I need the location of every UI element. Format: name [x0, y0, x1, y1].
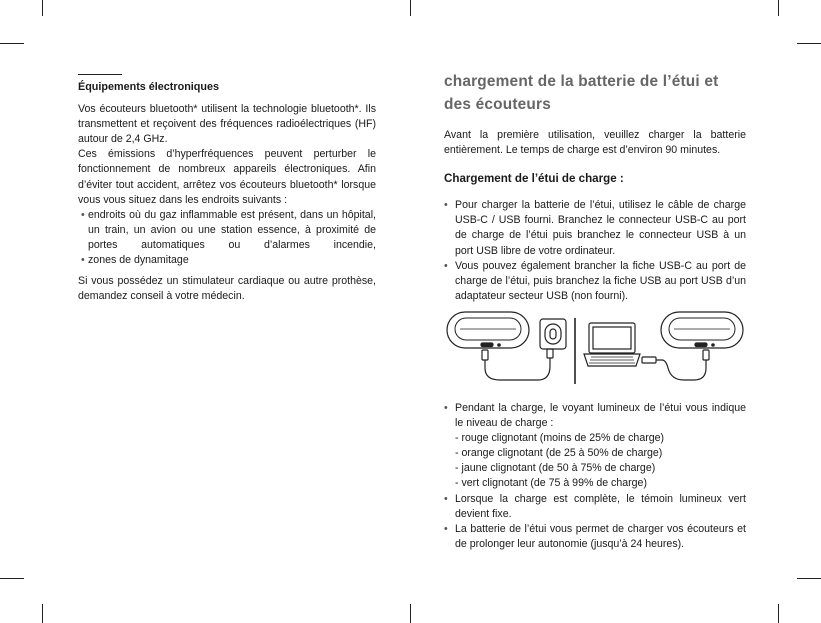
list-item — [444, 259, 746, 304]
list-item — [444, 522, 746, 552]
list-item-text: Lorsque la charge est complète, le témoin lumineux vert devient fixe. — [455, 492, 746, 520]
list-item-text: Pour charger la batterie de l’étui, utilisez le câble de charge USB-C / USB fourni. Branchez le connecteur USB-C au port de charge de l’étui puis branchez le connecteur USB à un port USB libre de votre ordinateur. — [455, 199, 746, 257]
list-item-text: La batterie de l’étui vous permet de charger vos écouteurs et de prolonger leur autonomie (jusqu’à 24 heures). — [455, 522, 746, 550]
list-item-text: Vous pouvez également brancher la fiche USB-C au port de charge de l’étui, puis branchez la fiche USB au port USB d’un adaptateur secteur USB (non fourni). — [455, 259, 746, 302]
bullet: • — [81, 208, 85, 221]
bullet: • — [444, 199, 448, 212]
bluetooth-paragraph: Vos écouteurs bluetooth* utilisent la technologie bluetooth*. Ils transmettent et reçoivent des fréquences radioélectriques (HF) autour de 2,4 GHz. — [78, 103, 376, 146]
page-title: chargement de la batterie de l’étui et des écouteurs — [444, 73, 719, 113]
electronic-equipment-heading: Équipements électroniques — [78, 81, 219, 93]
list-item — [444, 492, 746, 522]
list-item-text: zones de dynamitage — [88, 254, 189, 267]
wall-adapter — [540, 319, 566, 358]
case-charging-heading: Chargement de l’étui de charge : — [444, 172, 624, 186]
list-item — [444, 401, 746, 492]
crop-mark — [42, 604, 43, 623]
charging-instructions-list — [444, 198, 746, 304]
list-item — [78, 253, 376, 268]
locations-list — [78, 208, 376, 268]
bullet: • — [81, 254, 85, 267]
crop-mark — [410, 604, 411, 623]
heading-rule — [78, 74, 122, 75]
status-yellow: - jaune clignotant (de 50 à 75% de charge) — [455, 462, 656, 475]
bullet: • — [444, 522, 448, 535]
crop-mark — [778, 604, 779, 623]
list-item-text: endroits où du gaz inflammable est présent, dans un hôpital, un train, un avion ou une station essence, à proximité de portes automatiques ou d’alarmes incendie, — [88, 208, 376, 251]
usb-cable-right — [642, 350, 709, 380]
crop-mark — [0, 578, 24, 579]
list-item — [444, 198, 746, 258]
charging-illustration — [444, 308, 746, 392]
usb-c-cable-left — [482, 350, 550, 380]
pacemaker-paragraph: Si vous possédez un stimulateur cardiaque ou autre prothèse, demandez conseil à votre médecin. — [78, 275, 376, 303]
bullet: • — [444, 402, 448, 414]
bullet: • — [444, 492, 448, 505]
intro-paragraph: Avant la première utilisation, veuillez charger la batterie entièrement. Le temps de charge est d’environ 90 minutes. — [444, 129, 746, 157]
status-green: - vert clignotant (de 75 à 99% de charge) — [455, 477, 647, 490]
charging-case-right — [661, 312, 743, 348]
right-column — [444, 70, 746, 304]
bullet: • — [444, 259, 448, 272]
charging-case-left — [447, 312, 529, 348]
crop-mark — [797, 43, 821, 44]
charge-status-list — [444, 401, 746, 552]
left-column — [78, 74, 376, 304]
crop-mark — [778, 0, 779, 16]
list-item-text: Pendant la charge, le voyant lumineux de l’étui vous indique le niveau de charge : — [455, 402, 746, 430]
crop-mark — [797, 578, 821, 579]
crop-mark — [42, 0, 43, 16]
laptop — [584, 323, 640, 366]
status-orange: - orange clignotant (de 25 à 50% de charge) — [455, 447, 663, 460]
list-item — [78, 208, 376, 253]
charge-status-section — [444, 401, 746, 552]
status-red: - rouge clignotant (moins de 25% de charge) — [455, 432, 665, 445]
emissions-paragraph: Ces émissions d’hyperfréquences peuvent perturber le fonctionnement de nombreux appareils électroniques. Afin d’éviter tout accident, arrêtez vos écouteurs bluetooth* lorsque vous vous situez dans les endroits suivants : — [78, 148, 376, 206]
crop-mark — [0, 43, 24, 44]
crop-mark — [410, 0, 411, 16]
